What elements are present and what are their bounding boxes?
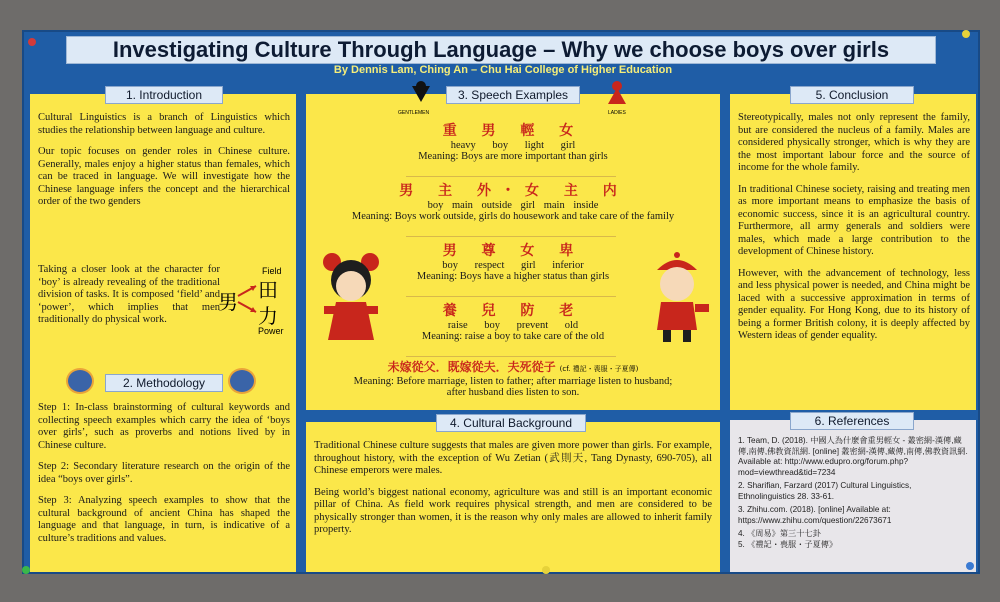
speech-example-3-chinese: 男 尊 女 卑 xyxy=(442,243,584,259)
reference-item: 1. Team, D. (2018). 中國人為什麼會重男輕女 - 叢密網-漢傳,藏傳,南傳,佛教資訊網. [online] 叢密網-漢傳,藏傳,南傳,佛教資訊網. Available at: http://www.edupro.org/forum.php?mod=viewthread&tid=7234 xyxy=(738,436,968,477)
diagram-power-char: 力 xyxy=(258,304,278,328)
speech-example-4-meaning: Meaning: raise a boy to take care of the old xyxy=(421,331,605,342)
speech-example-2-chinese: 男 主 外・女 主 内 xyxy=(399,183,627,199)
references-list xyxy=(738,436,970,550)
introduction-p2: Our topic focuses on gender roles in Chinese culture. Generally, males enjoy a higher status than females, which can be traced in language. We will investigate how the Chinese language infers the concept and the hierarchical order of the two genders xyxy=(38,146,290,207)
methodology-step-2: Step 2: Secondary literature research on the origin of the idea “boys over girls”. xyxy=(38,461,290,485)
boy-character-diagram xyxy=(218,266,294,336)
speech-example-1-chinese: 重 男 輕 女 xyxy=(442,123,584,139)
reference-item: 5. 《禮記・喪服・子夏傳》 xyxy=(738,539,838,549)
speech-proverb xyxy=(306,358,720,398)
methodology-thinking-icon-right xyxy=(228,368,256,394)
methodology-thinking-icon xyxy=(66,368,94,394)
push-pin xyxy=(28,38,36,46)
proverb-citation: (cf. 禮記・喪服・子夏傳) xyxy=(559,365,639,373)
speech-example-2 xyxy=(306,180,720,222)
reference-item: 3. Zhihu.com. (2018). [online] Available at: https://www.zhihu.com/question/22673671 xyxy=(738,505,892,525)
speech-examples-panel xyxy=(306,88,720,410)
speech-examples-heading: 3. Speech Examples xyxy=(446,86,580,104)
introduction-panel xyxy=(30,88,296,396)
chinese-girl-illustration xyxy=(316,250,386,346)
cultural-background-p2: Being world’s biggest national economy, agriculture was and still is an important economic pillar of China. As field work requires physical strength, and men are considered to be physically stronger than women, it is the reason why only males are allowed to inherit family property. xyxy=(314,486,712,535)
introduction-p3: Taking a closer look at the character for ‘boy’ is already revealing of the traditional division of tasks. It is composed ‘field’ and ‘power’, which implies that men traditionally do physical work. xyxy=(38,264,220,325)
push-pin xyxy=(22,566,30,574)
introduction-heading: 1. Introduction xyxy=(105,86,223,104)
speech-example-2-gloss: boy main outside girl main inside xyxy=(427,200,599,211)
chinese-boy-illustration xyxy=(640,244,714,344)
speech-example-2-meaning: Meaning: Boys work outside, girls do housework and take care of the family xyxy=(351,211,675,222)
conclusion-p3: However, with the advancement of technology, less and less physical power is needed, and China might be laced with a successive approximation in terms of gender equality. For Hong Kong, due to its history of being a former British colony, it is deeply affected by Western ideas of gender equality. xyxy=(738,267,970,341)
introduction-p1: Cultural Linguistics is a branch of Linguistics which studies the relationship between language and culture. xyxy=(38,112,290,136)
poster-board xyxy=(22,30,980,574)
diagram-field-char: 田 xyxy=(258,278,278,302)
diagram-field-label: Field xyxy=(262,266,282,276)
gentlemen-sign-icon xyxy=(406,80,436,110)
conclusion-heading: 5. Conclusion xyxy=(790,86,914,104)
poster-title: Investigating Culture Through Language – Why we choose boys over girls xyxy=(112,37,890,62)
conclusion-p2: In traditional Chinese society, raising and treating men as more important means to emphasize the basis of economic success, since it is an agricultural country. Furthermore, all army generals and soldiers were males, which made a large contribution to the development of Chinese history. xyxy=(738,183,970,257)
speech-example-3-meaning: Meaning: Boys have a higher status than girls xyxy=(416,271,610,282)
diagram-boy-char: 男 xyxy=(218,290,238,314)
methodology-heading: 2. Methodology xyxy=(105,374,223,392)
ladies-sign-icon xyxy=(602,80,632,110)
methodology-panel xyxy=(30,376,296,572)
push-pin xyxy=(962,30,970,38)
push-pin xyxy=(542,566,550,574)
speech-separator xyxy=(406,296,616,297)
methodology-text xyxy=(38,402,290,554)
diagram-arrows-icon xyxy=(218,266,294,336)
proverb-meaning-line-1: Meaning: Before marriage, listen to father; after marriage listen to husband; xyxy=(353,376,673,387)
references-panel xyxy=(730,414,976,572)
speech-example-1-meaning: Meaning: Boys are more important than girls xyxy=(418,151,608,162)
diagram-power-label: Power xyxy=(258,326,284,336)
speech-example-3-gloss: boy respect girl inferior xyxy=(442,260,584,271)
conclusion-panel xyxy=(730,88,976,410)
cultural-background-text xyxy=(314,440,712,546)
cultural-background-heading: 4. Cultural Background xyxy=(436,414,586,432)
cultural-background-p1: Traditional Chinese culture suggests that males are given more power than girls. For example, throughout history, with the exception of Wu Zetian (武則天, Tang Dynasty, 690-705), all Chinese emperors were males. xyxy=(314,440,712,476)
poster-authors: By Dennis Lam, Ching An – Chu Hai College of Higher Education xyxy=(333,64,673,76)
push-pin xyxy=(966,562,974,570)
introduction-text xyxy=(38,112,290,218)
references-heading: 6. References xyxy=(790,412,914,430)
reference-item: 4. 《周易》第三十七卦 xyxy=(738,529,821,538)
proverb-chinese: 未嫁從父．既嫁從夫．夫死從子 xyxy=(387,360,556,374)
conclusion-text xyxy=(738,112,970,352)
gentlemen-label: GENTLEMEN xyxy=(398,110,430,116)
conclusion-p1: Stereotypically, males not only represent the family, but are considered the nucleus of a family. Males are considered physically stronger, which is why they are the most important labour force and the source of income for the whole family. xyxy=(738,112,970,173)
methodology-step-1: Step 1: In-class brainstorming of cultural keywords and collecting speech examples which carry the idea of ‘boys over girls’, such as proverbs and notions lived by in Chinese culture. xyxy=(38,402,290,451)
methodology-step-3: Step 3: Analyzing speech examples to show that the cultural background of ancient China has shaped the language and that language, in turn, is indicative of a culture’s traditions and values. xyxy=(38,495,290,544)
speech-separator xyxy=(406,176,616,177)
speech-example-1-gloss: heavy boy light girl xyxy=(450,140,576,151)
poster-title-bar xyxy=(66,36,936,64)
proverb-meaning-line-2: after husband dies listen to son. xyxy=(446,387,580,398)
speech-example-4-gloss: raise boy prevent old xyxy=(447,320,579,331)
speech-separator xyxy=(406,356,616,357)
ladies-label: LADIES xyxy=(608,110,626,116)
speech-example-1 xyxy=(306,120,720,162)
speech-separator xyxy=(406,236,616,237)
cultural-background-panel xyxy=(306,416,720,572)
reference-item: 2. Sharifian, Farzard (2017) Cultural Linguistics, Ethnolinguistics 28. 33-61. xyxy=(738,481,912,501)
speech-example-4-chinese: 養 兒 防 老 xyxy=(442,303,584,319)
